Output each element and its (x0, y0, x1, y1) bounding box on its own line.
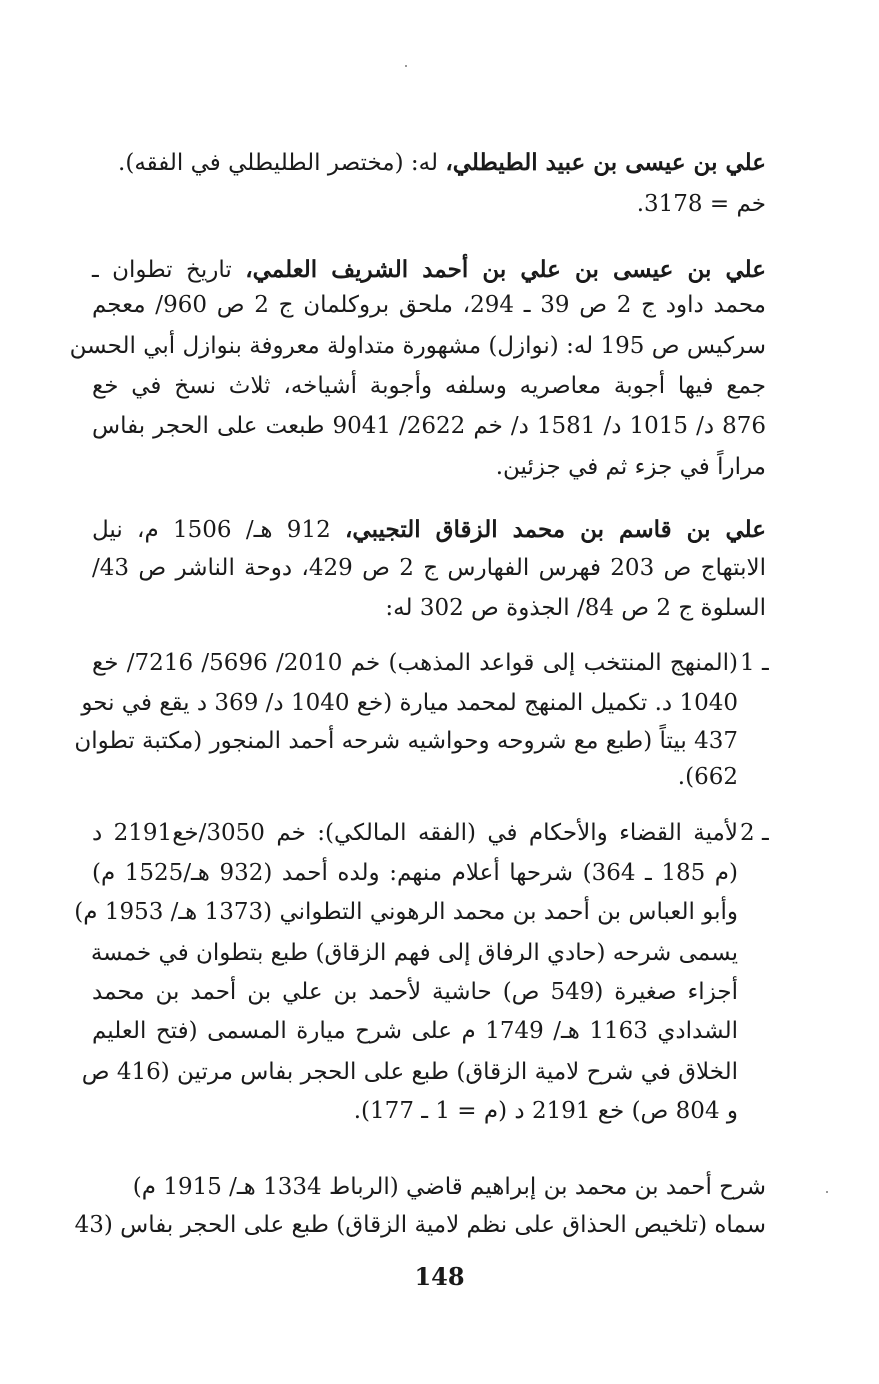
scan-speck (826, 1191, 828, 1193)
item-1-line-4: 662). (677, 764, 738, 790)
entry-4-line-1: شرح أحمد بن محمد بن إبراهيم قاضي (الرباط 1334 هـ/ 1915 م) (132, 1174, 766, 1200)
entry-3-line-1 (92, 515, 766, 545)
entry-3-line-2: الابتهاج ص 203 فهرس الفهارس ج 2 ص 429، دوحة الناشر ص 43/ (92, 555, 766, 581)
entry-3-heading: علي بن قاسم بن محمد الزقاق التجيبي، (345, 516, 766, 543)
entry-3-line-3: السلوة ج 2 ص 84/ الجذوة ص 302 له: (385, 595, 766, 621)
item-2-line-7: الخلاق في شرح لامية الزقاق) طبع على الحجر بفاس مرتين (416 ص (81, 1059, 738, 1085)
entry-2-line-5: 876 د/ 1015 د/ 1581 د/ خم 2622/ 9041 طبعت على الحجر بفاس (92, 413, 766, 439)
entry-2-line-2: محمد داود ج 2 ص 39 ـ 294، ملحق بروكلمان ج 2 ص 960/ معجم (92, 292, 766, 318)
entry-1-heading: علي بن عيسى بن عبيد الطيطلي، (445, 149, 766, 176)
entry-2-line-4: جمع فيها أجوبة معاصريه وسلفه وأجوبة أشياخه، ثلاث نسخ في خع (92, 373, 766, 399)
page-number: 148 (414, 1262, 465, 1291)
item-1-line-3: 437 بيتاً (طبع مع شروحه وحواشيه شرحه أحمد المنجور (مكتبة تطوان (74, 728, 738, 754)
entry-1-text: له: (مختصر الطليطلي في الفقه). (118, 150, 446, 176)
entry-1-line-2: خم = 3178. (636, 191, 766, 217)
item-2-line-3: وأبو العباس بن أحمد بن محمد الرهوني التطواني (1373 هـ/ 1953 م) (74, 899, 738, 925)
item-2-line-8: و 804 ص) خع 2191 د (م = 1 ـ 177). (353, 1098, 738, 1124)
item-1-line-1: (المنهج المنتخب إلى قواعد المذهب) خم 2010/ 5696/ 7216/ خع (92, 650, 738, 676)
item-2-number: 2 ـ (740, 820, 769, 846)
item-1-number: 1 ـ (740, 650, 769, 676)
entry-2-heading: علي بن عيسى بن علي بن أحمد الشريف العلمي، (245, 256, 766, 283)
entry-2-line-6: مراراً في جزء ثم في جزئين. (495, 454, 766, 480)
entry-2-line-1 (92, 255, 766, 285)
entry-1-line-1 (118, 148, 766, 178)
item-2-line-5: أجزاء صغيرة (549 ص) حاشية لأحمد بن علي بن أحمد بن محمد (92, 979, 738, 1005)
entry-3-text: 912 هـ/ 1506 م، نيل (92, 517, 345, 543)
item-2-line-4: يسمى شرحه (حادي الرفاق إلى فهم الزقاق) طبع بتطوان في خمسة (90, 940, 738, 966)
entry-2-text: تاريخ تطوان ـ (92, 257, 246, 283)
item-2-line-2: (م 185 ـ 364) شرحها أعلام منهم: ولده أحمد (932 هـ/1525 م) (92, 860, 738, 886)
entry-4-line-2: سماه (تلخيص الحذاق على نظم لامية الزقاق) طبع على الحجر بفاس (43 (74, 1212, 766, 1238)
scan-speck (405, 65, 407, 67)
item-1-line-2: 1040 د. تكميل المنهج لمحمد ميارة (خع 1040 د/ 369 د يقع في نحو (81, 690, 738, 716)
item-2-line-1: لأمية القضاء والأحكام في (الفقه المالكي): خم 3050/خع2191 د (92, 820, 738, 846)
entry-2-line-3: سركيس ص 195 له: (نوازل) مشهورة متداولة معروفة بنوازل أبي الحسن (69, 333, 766, 359)
item-2-line-6: الشدادي 1163 هـ/ 1749 م على شرح ميارة المسمى (فتح العليم (92, 1018, 738, 1044)
